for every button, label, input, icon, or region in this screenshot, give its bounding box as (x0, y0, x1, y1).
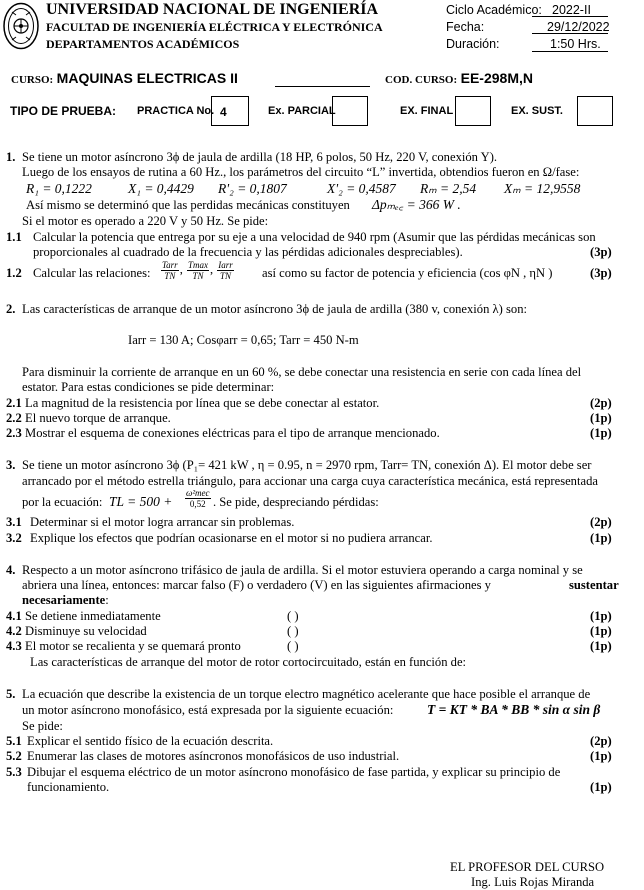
text-line: Las características de arranque de un motor asíncrono 3ϕ de jaula de ardilla (380 v, conexión λ) son: (22, 302, 527, 316)
sust-box[interactable] (577, 96, 613, 126)
text-line: (1p) (590, 411, 612, 425)
text-line: 4.1 (6, 609, 22, 623)
text-line: 1. (6, 150, 16, 164)
test-type-label: TIPO DE PRUEBA: (10, 104, 117, 118)
parcial-box[interactable] (332, 96, 368, 126)
date-label: Fecha: (446, 20, 485, 34)
text-line: Respecto a un motor asíncrono trifásico de jaula de ardilla. Si el motor estuviera operando a carga nominal y se (22, 563, 583, 577)
course-code-label: COD. CURSO: (385, 74, 458, 86)
text-line: 5.2 (6, 749, 22, 763)
text-line: (2p) (590, 734, 612, 748)
q1-1-points: (3p) (590, 245, 612, 259)
text-line: Luego de los ensayos de rutina a 60 Hz., los parámetros del circuito “L” invertida, obtendios fueron en Ω/fase: (22, 165, 580, 179)
q4-3-answer-slot: ( ) (287, 639, 299, 653)
text-line: 1.1 (6, 230, 22, 244)
text-line: funcionamiento. (27, 780, 110, 794)
text-line: Determinar si el motor logra arrancar sin problemas. (30, 515, 295, 529)
text-line: 2.2 (6, 411, 22, 425)
text-line: Disminuye su velocidad (25, 624, 147, 638)
text-line: 4.2 (6, 624, 22, 638)
text-line: La magnitud de la resistencia por línea que se debe conectar al estator. (25, 396, 380, 410)
text-line: Explicar el sentido físico de la ecuación descrita. (27, 734, 274, 748)
text-line: (1p) (590, 780, 612, 794)
text-line: Se tiene un motor asíncrono 3ϕ (P₁= 421 kW , η = 0.95, n = 2970 rpm, Tarr= TN, conexión Δ). El motor debe ser (22, 458, 592, 472)
text-line: Si el motor es operado a 220 V y 50 Hz. Se pide: (22, 214, 269, 228)
q1-param-x2: X'₂ = 0,4587 (327, 181, 396, 196)
course-name: MAQUINAS ELECTRICAS II (56, 70, 238, 86)
text-line: Calcular las relaciones: (33, 266, 151, 280)
text-line: (1p) (590, 531, 612, 545)
final-label: EX. FINAL (400, 105, 454, 117)
text-line: Calcular la potencia que entrega por su eje a una velocidad de 940 rpm (Asumir que las pérdidas mecánicas son (33, 230, 596, 244)
text-line: 4. (6, 563, 16, 577)
text-line: 2.1 (6, 396, 22, 410)
q1-param-rm: Rₘ = 2,54 (420, 181, 477, 196)
text-line: Tarr (162, 260, 178, 270)
text-line: sustentar (569, 578, 619, 592)
practica-number: 4 (220, 105, 227, 119)
faculty-name: FACULTAD DE INGENIERÍA ELÉCTRICA Y ELECTRÓNICA (46, 20, 383, 34)
q1-param-xm: Xₘ = 12,9558 (504, 181, 581, 196)
text-line: 5.1 (6, 734, 22, 748)
text-line: Enumerar las clases de motores asíncronos monofásicos de uso industrial. (27, 749, 400, 763)
text-line: (2p) (590, 396, 612, 410)
practica-number-box[interactable] (211, 96, 249, 126)
text-line: Las características de arranque del motor de rotor cortocircuitado, están en función de: (30, 655, 467, 669)
text-line: 4.3 (6, 639, 22, 653)
text-line: Iarr = 130 A; Cosφarr = 0,65; Tarr = 450 N-m (128, 333, 359, 347)
text-line: proporcionales al cuadrado de la frecuencia y las pérdidas adicionales despreciables). (33, 245, 463, 259)
text-line: 5. (6, 687, 16, 701)
date-value: 29/12/2022 (547, 20, 610, 34)
text-line: T = KT * BA * BB * sin α sin β (427, 702, 601, 717)
text-line: (1p) (590, 426, 612, 440)
text-line: Tmax (187, 260, 208, 270)
text-line: La ecuación que describe la existencia de un torque electro magnético acelerante que hace posible el arranque de (22, 687, 591, 701)
parcial-label: Ex. PARCIAL (268, 105, 336, 117)
q1-param-r2: R'₂ = 0,1807 (218, 181, 287, 196)
sust-label: EX. SUST. (511, 105, 563, 117)
text-line: . Se pide, despreciando pérdidas: (213, 495, 379, 509)
text-line: Iarr (218, 260, 233, 270)
text-line: Se pide: (22, 719, 63, 733)
university-name: UNIVERSIDAD NACIONAL DE INGENIERÍA (46, 1, 379, 18)
text-line: (1p) (590, 749, 612, 763)
text-line: (1p) (590, 624, 612, 638)
duration-label: Duración: (446, 37, 500, 51)
text-line: Explique los efectos que podrían ocasionarse en el motor si no pudiera arrancar. (30, 531, 433, 545)
text-line: 3.1 (6, 515, 22, 529)
text-line: 5.3 (6, 765, 22, 779)
text-line: (2p) (590, 515, 612, 529)
text-line: estator. Para estas condiciones se pide determinar: (22, 380, 275, 394)
text-line: 1.2 (6, 266, 22, 280)
q1-2-points: (3p) (590, 266, 612, 280)
text-line: 2.3 (6, 426, 22, 440)
professor-role: EL PROFESOR DEL CURSO (450, 860, 605, 874)
text-line: un motor asíncrono monofásico, está expresada por la siguiente ecuación: (22, 703, 394, 717)
text-line: TN (164, 271, 176, 281)
text-line: El nuevo torque de arranque. (25, 411, 171, 425)
text-line: Se tiene un motor asíncrono 3ϕ de jaula de ardilla (18 HP, 6 polos, 50 Hz, 220 V, conexión Y). (22, 150, 498, 164)
university-seal (3, 2, 39, 50)
q4-2-answer-slot: ( ) (287, 624, 299, 638)
text-line: 3.2 (6, 531, 22, 545)
q4-1-answer-slot: ( ) (287, 609, 299, 623)
text-line: Dibujar el esquema eléctrico de un motor asíncrono monofásico de fase partida, y explicar su principio de (27, 765, 561, 779)
departments-label: DEPARTAMENTOS ACADÉMICOS (46, 37, 240, 51)
text-line: ω²mec (186, 488, 210, 498)
cycle-label: Ciclo Académico: (446, 3, 542, 17)
text-line: (1p) (590, 609, 612, 623)
cycle-value: 2022-II (552, 3, 591, 17)
text-line: Δpₘₑ꜀ = 366 W . (372, 197, 461, 212)
practica-label: PRACTICA No. (137, 105, 215, 117)
text-line: así como su factor de potencia y eficiencia (cos φN , ηN ) (262, 266, 553, 280)
course-code: EE-298M,N (460, 70, 533, 86)
text-line: necesariamente (22, 593, 106, 607)
text-line: : (105, 593, 109, 607)
duration-value: 1:50 Hrs. (550, 37, 601, 51)
text-line: El motor se recalienta y se quemará pronto (25, 639, 241, 653)
text-line: TN (192, 271, 204, 281)
text-line: por la ecuación: (22, 495, 103, 509)
text-line: Se detiene inmediatamente (25, 609, 161, 623)
text-line: 2. (6, 302, 16, 316)
text-line: Mostrar el esquema de conexiones eléctricas para el tipo de arranque mencionado. (25, 426, 440, 440)
text-line: (1p) (590, 639, 612, 653)
text-line: abriera una línea, entonces: marcar falso (F) o verdadero (V) en las siguientes afirmaciones y (22, 578, 491, 592)
text-line: arrancado por el método estrella triángulo, para accionar una carga cuya característica mecánica, está representada (22, 474, 598, 488)
course-label: CURSO: (11, 74, 54, 86)
q1-param-r1: R₁ = 0,1222 (26, 181, 92, 196)
text-line: Para disminuir la corriente de arranque en un 60 %, se debe conectar una resistencia en serie con cada línea del (22, 365, 582, 379)
text-line: Así mismo se determinó que las perdidas mecánicas constituyen (26, 198, 350, 212)
text-line: TN (220, 271, 232, 281)
q1-param-x1: X₁ = 0,4429 (128, 181, 194, 196)
text-line: 3. (6, 458, 16, 472)
professor-name: Ing. Luis Rojas Miranda (471, 875, 595, 889)
final-box[interactable] (455, 96, 491, 126)
text-line: 0,52 (189, 499, 206, 509)
text-line: TL = 500 + (109, 494, 173, 509)
